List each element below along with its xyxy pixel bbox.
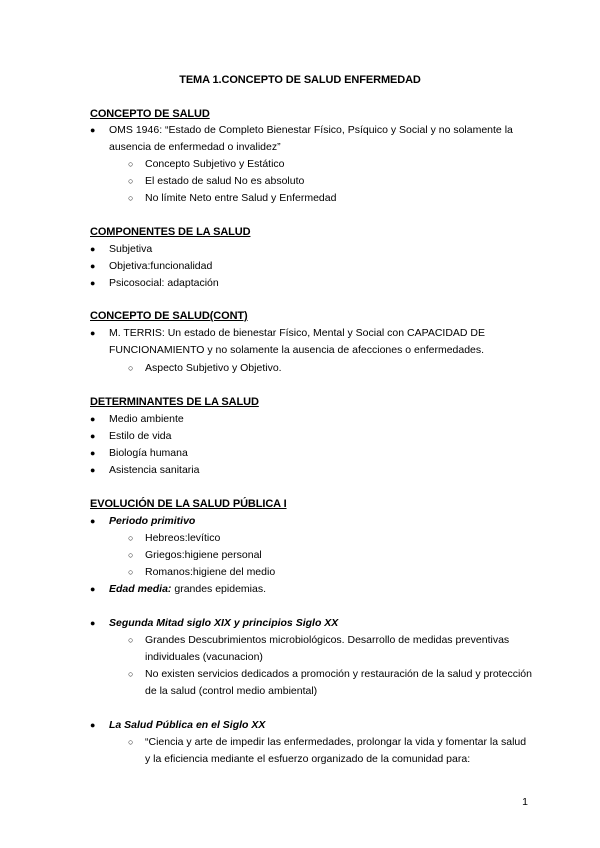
list-item-text: Asistencia sanitaria [109,464,200,476]
sub-list-item-text: Aspecto Subjetivo y Objetivo. [145,362,282,374]
list-item [90,411,530,428]
sub-list-item [128,666,533,700]
list-item [90,275,530,292]
sub-list-item-text: El estado de salud No es absoluto [145,175,305,187]
bullet-icon: ● [90,328,96,338]
hollow-bullet-icon: ○ [128,159,134,169]
sub-list-item-text: Hebreos:levítico [145,532,221,544]
list-item-text: La Salud Pública en el Siglo XX [109,719,266,731]
heading-concepto-de-salud-cont: CONCEPTO DE SALUD(CONT) [90,310,248,322]
sub-list-item-text: No existen servicios dedicados a promoción y restauración de la salud y protección de la salud (control medio ambiental) [145,668,532,697]
list-item-detail: grandes epidemias. [171,583,266,595]
bullet-icon: ● [90,414,96,424]
bullet-icon: ● [90,125,96,135]
bullet-icon: ● [90,431,96,441]
list-item-text: Periodo primitivo [109,515,196,527]
sub-list-item [128,632,533,666]
list-item [90,122,530,156]
sub-list-item-text: Romanos:higiene del medio [145,566,276,578]
document-title: TEMA 1.CONCEPTO DE SALUD ENFERMEDAD [179,74,421,86]
list-item [90,513,530,530]
list-item-text: Medio ambiente [109,413,184,425]
sub-list-item-text: Griegos:higiene personal [145,549,262,561]
list-item [90,615,530,632]
sub-list-item-text: “Ciencia y arte de impedir las enfermedades, prolongar la vida y fomentar la salud y la eficiencia mediante el esfuerzo organizado de la comunidad para: [145,736,527,765]
list-item-text [109,581,530,598]
sub-list-item [128,156,533,173]
heading-componentes-de-la-salud: COMPONENTES DE LA SALUD [90,226,251,238]
sub-list-item [128,173,533,190]
sub-list-item [128,190,533,207]
heading-determinantes-de-la-salud: DETERMINANTES DE LA SALUD [90,396,259,408]
bullet-icon: ● [90,584,96,594]
list-item-text: OMS 1946: “Estado de Completo Bienestar Físico, Psíquico y Social y no solamente la ausencia de enfermedad o invalidez” [109,124,513,153]
list-item [90,258,530,275]
sub-list-item-text: No límite Neto entre Salud y Enfermedad [145,192,337,204]
sub-list-item [128,564,533,581]
list-item [90,717,530,734]
bullet-icon: ● [90,278,96,288]
list-item [90,428,530,445]
list-item [90,445,530,462]
list-item [90,325,530,359]
heading-concepto-de-salud: CONCEPTO DE SALUD [90,108,210,120]
hollow-bullet-icon: ○ [128,567,134,577]
page-number: 1 [522,796,528,808]
hollow-bullet-icon: ○ [128,176,134,186]
bullet-icon: ● [90,618,96,628]
list-item-text: Psicosocial: adaptación [109,277,219,289]
list-item-text: Biología humana [109,447,188,459]
sub-list-item [128,734,533,768]
list-item [90,462,530,479]
sub-list-item-text: Concepto Subjetivo y Estático [145,158,285,170]
list-item-text: M. TERRIS: Un estado de bienestar Físico, Mental y Social con CAPACIDAD DE FUNCIONAMIENTO y no solamente la ausencia de afecciones o enfermedades. [109,327,486,356]
sub-list-item [128,360,533,377]
list-item [90,581,530,598]
list-item-text: Objetiva:funcionalidad [109,260,213,272]
hollow-bullet-icon: ○ [128,737,134,747]
list-item-text: Estilo de vida [109,430,172,442]
hollow-bullet-icon: ○ [128,193,134,203]
list-item-text: Subjetiva [109,243,153,255]
sub-list-item [128,547,533,564]
bullet-icon: ● [90,720,96,730]
hollow-bullet-icon: ○ [128,363,134,373]
hollow-bullet-icon: ○ [128,669,134,679]
sub-list-item-text: Grandes Descubrimientos microbiológicos. Desarrollo de medidas preventivas individuales (vacunacion) [145,634,510,663]
hollow-bullet-icon: ○ [128,635,134,645]
list-item [90,241,530,258]
list-item-text: Segunda Mitad siglo XIX y principios Siglo XX [109,617,339,629]
list-item-label: Edad media: [109,583,172,595]
bullet-icon: ● [90,244,96,254]
sub-list-item [128,530,533,547]
bullet-icon: ● [90,516,96,526]
bullet-icon: ● [90,465,96,475]
hollow-bullet-icon: ○ [128,550,134,560]
heading-evolucion-salud-publica: EVOLUCIÓN DE LA SALUD PÚBLICA I [90,498,287,510]
hollow-bullet-icon: ○ [128,533,134,543]
bullet-icon: ● [90,448,96,458]
bullet-icon: ● [90,261,96,271]
